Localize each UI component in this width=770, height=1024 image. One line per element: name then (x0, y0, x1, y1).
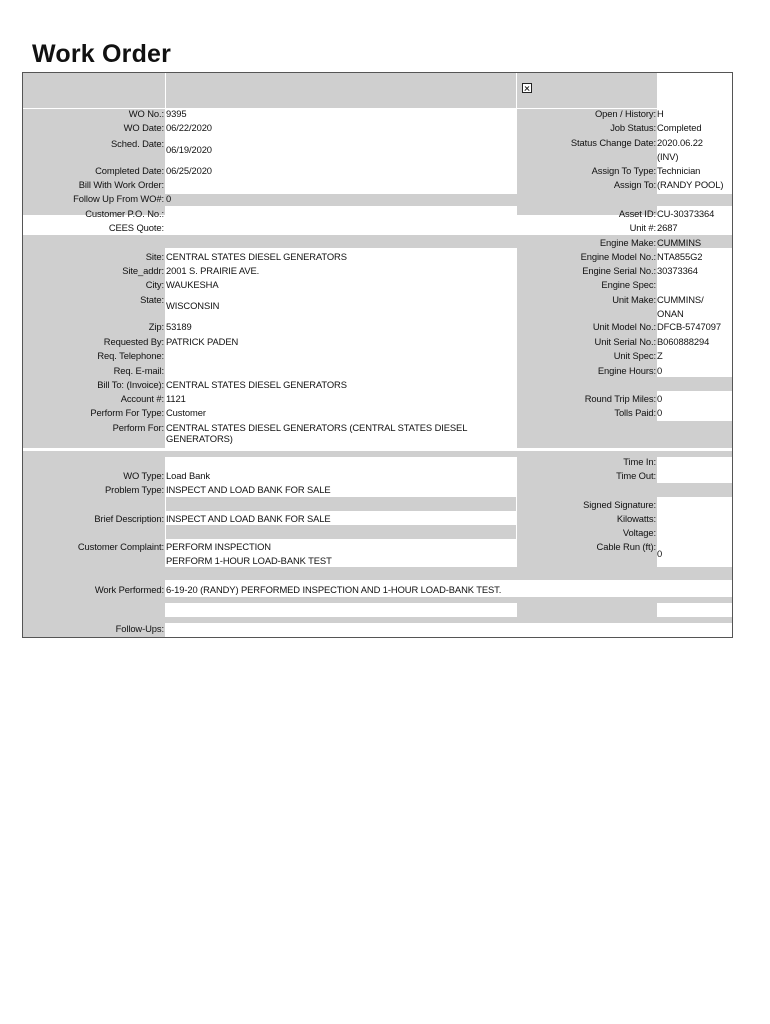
open-history-label: Open / History: (594, 108, 656, 119)
voltage-label: Voltage: (622, 527, 656, 538)
separator-cell (657, 421, 732, 448)
customer-po-label: Customer P.O. No.: (85, 208, 164, 219)
header-cell-center (166, 73, 516, 108)
unit-make-line1: CUMMINS/ (657, 294, 704, 305)
completed-date-label: Completed Date: (95, 165, 164, 176)
status-change-date-line2: (INV) (657, 151, 679, 162)
engine-model-value: NTA855G2 (657, 251, 703, 262)
unit-spec-label: Unit Spec: (613, 350, 656, 361)
round-trip-miles-value: 0 (657, 393, 663, 404)
bill-to-label: Bill To: (Invoice): (97, 379, 164, 390)
zip-label: Zip: (148, 321, 164, 332)
assign-to-value: (RANDY POOL) (657, 179, 724, 190)
separator-cell (166, 525, 516, 539)
open-history-value: H (657, 108, 664, 119)
site-addr-value: 2001 S. PRAIRIE AVE. (166, 265, 260, 276)
cable-run-value: 0 (657, 548, 663, 559)
unit-spec-value: Z (657, 350, 663, 361)
wo-no-value: 9395 (166, 108, 187, 119)
work-performed-label: Work Performed: (94, 584, 164, 595)
wo-no-label: WO No.: (128, 108, 164, 119)
separator-cell (657, 483, 732, 497)
req-telephone-label: Req. Telephone: (97, 350, 164, 361)
engine-hours-label: Engine Hours: (597, 365, 656, 376)
perform-for-label: Perform For: (112, 422, 164, 433)
site-label: Site: (145, 251, 164, 262)
job-status-label: Job Status: (610, 122, 656, 133)
customer-complaint-line2: PERFORM 1-HOUR LOAD-BANK TEST (166, 555, 332, 566)
unit-no-value: 2687 (657, 222, 678, 233)
separator-row (23, 567, 732, 580)
wo-date-value: 06/22/2020 (166, 122, 212, 133)
req-email-label: Req. E-mail: (113, 365, 164, 376)
kilowatts-label: Kilowatts: (616, 513, 656, 524)
state-value: WISCONSIN (166, 300, 220, 311)
site-addr-label: Site_addr: (122, 265, 164, 276)
tolls-paid-label: Tolls Paid: (614, 407, 656, 418)
unit-model-value: DFCB-5747097 (657, 321, 721, 332)
problem-type-value: INSPECT AND LOAD BANK FOR SALE (166, 484, 331, 495)
header-cell-right (517, 73, 657, 108)
unit-serial-label: Unit Serial No.: (594, 336, 656, 347)
left-label-column (23, 603, 165, 617)
assign-to-type-label: Assign To Type: (591, 165, 656, 176)
state-label: State: (140, 294, 164, 305)
customer-complaint-label: Customer Complaint: (77, 541, 164, 552)
unit-no-label: Unit #: (629, 222, 656, 233)
bill-to-value: CENTRAL STATES DIESEL GENERATORS (166, 379, 347, 390)
unit-make-label: Unit Make: (612, 294, 656, 305)
brief-description-label: Brief Description: (94, 513, 164, 524)
wo-type-label: WO Type: (123, 470, 164, 481)
customer-complaint-line1: PERFORM INSPECTION (166, 541, 271, 552)
left-label-column (23, 248, 165, 448)
requested-by-label: Requested By: (103, 336, 164, 347)
follow-up-from-label: Follow Up From WO#: (73, 193, 164, 204)
engine-serial-value: 30373364 (657, 265, 698, 276)
page-title: Work Order (32, 40, 172, 68)
follow-up-from-value: 0 (166, 193, 172, 204)
engine-model-label: Engine Model No.: (580, 251, 656, 262)
broken-image-icon (522, 83, 532, 93)
city-value: WAUKESHA (166, 279, 219, 290)
engine-spec-label: Engine Spec: (601, 279, 656, 290)
brief-description-value: INSPECT AND LOAD BANK FOR SALE (166, 513, 331, 524)
engine-serial-label: Engine Serial No.: (582, 265, 656, 276)
problem-type-label: Problem Type: (105, 484, 164, 495)
unit-serial-value: B060888294 (657, 336, 710, 347)
requested-by-value: PATRICK PADEN (166, 336, 239, 347)
work-performed-value: 6-19-20 (RANDY) PERFORMED INSPECTION AND 1-HOUR LOAD-BANK TEST. (166, 584, 502, 595)
separator-cell (166, 497, 516, 511)
cable-run-label: Cable Run (ft): (596, 541, 656, 552)
engine-make-value: CUMMINS (657, 237, 702, 248)
signed-signature-label: Signed Signature: (583, 499, 656, 510)
engine-hours-value: 0 (657, 365, 663, 376)
bill-with-wo-label: Bill With Work Order: (78, 179, 164, 190)
time-in-label: Time In: (623, 456, 656, 467)
assign-to-type-value: Technician (657, 165, 701, 176)
cees-quote-label: CEES Quote: (108, 222, 164, 233)
asset-id-label: Asset ID: (618, 208, 656, 219)
zip-value: 53189 (166, 321, 192, 332)
perform-for-value: CENTRAL STATES DIESEL GENERATORS (CENTRAL STATES DIESEL GENERATORS) (166, 422, 467, 444)
round-trip-miles-label: Round Trip Miles: (584, 393, 656, 404)
perform-for-type-value: Customer (166, 407, 206, 418)
site-value: CENTRAL STATES DIESEL GENERATORS (166, 251, 347, 262)
follow-ups-label: Follow-Ups: (115, 623, 164, 634)
status-change-date-line1: 2020.06.22 (657, 137, 703, 148)
sched-date-value: 06/19/2020 (166, 144, 212, 155)
separator-cell (657, 377, 732, 391)
perform-for-type-label: Perform For Type: (90, 407, 164, 418)
asset-id-value: CU-30373364 (657, 208, 715, 219)
unit-make-line2: ONAN (657, 308, 684, 319)
tolls-paid-value: 0 (657, 407, 663, 418)
engine-make-label: Engine Make: (599, 237, 656, 248)
account-label: Account #: (120, 393, 164, 404)
status-change-date-label: Status Change Date: (570, 137, 656, 148)
right-label-column (517, 248, 657, 448)
wo-date-label: WO Date: (123, 122, 164, 133)
job-status-value: Completed (657, 122, 702, 133)
assign-to-label: Assign To: (613, 179, 656, 190)
wo-type-value: Load Bank (166, 470, 210, 481)
account-value: 1121 (166, 393, 186, 404)
completed-date-value: 06/25/2020 (166, 165, 212, 176)
header-cell-left (23, 73, 165, 108)
separator-cell (517, 603, 657, 617)
city-label: City: (145, 279, 164, 290)
sched-date-label: Sched. Date: (111, 138, 164, 149)
time-out-label: Time Out: (616, 470, 656, 481)
unit-model-label: Unit Model No.: (592, 321, 656, 332)
